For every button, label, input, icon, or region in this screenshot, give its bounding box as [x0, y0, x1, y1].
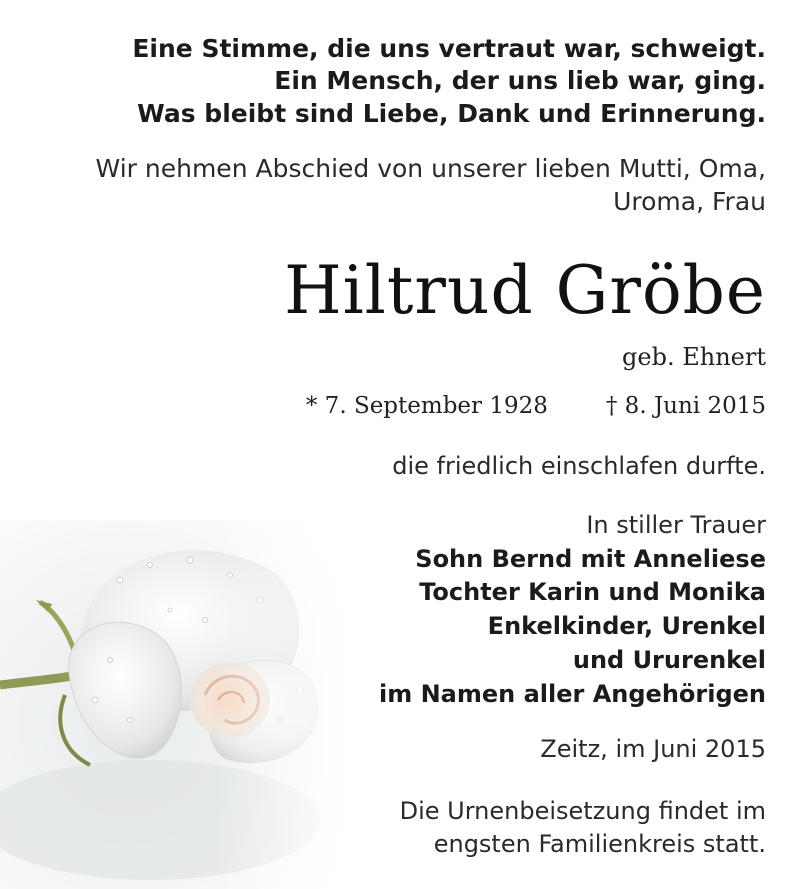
mourner-line: und Ururenkel [572, 646, 766, 674]
mourner-line: Sohn Bernd mit Anneliese [415, 545, 766, 573]
motto-line-1: Eine Stimme, die uns vertraut war, schweigt. [132, 34, 766, 63]
mourner-line: Enkelkinder, Urenkel [487, 612, 766, 640]
motto-line-3: Was bleibt sind Liebe, Dank und Erinnerung. [137, 99, 766, 128]
maiden-name: geb. Ehnert [622, 343, 766, 371]
intro-line-2: Uroma, Frau [613, 187, 766, 216]
intro-line-1: Wir nehmen Abschied von unserer lieben Mutti, Oma, [95, 154, 766, 183]
mourning-heading: In stiller Trauer [586, 511, 766, 539]
death-date: † 8. Juni 2015 [605, 393, 766, 419]
mourner-line: Tochter Karin und Monika [419, 578, 766, 606]
deceased-name: Hiltrud Gröbe [284, 252, 766, 329]
motto-line-2: Ein Mensch, der uns lieb war, ging. [274, 66, 766, 95]
birth-date: * 7. September 1928 [305, 393, 548, 419]
closing-phrase: die friedlich einschlafen durfte. [392, 452, 766, 480]
burial-note-line-2: engsten Familienkreis statt. [433, 830, 766, 858]
place-date: Zeitz, im Juni 2015 [540, 735, 766, 763]
mourner-line: im Namen aller Angehörigen [378, 680, 766, 708]
burial-note-line-1: Die Urnenbeisetzung findet im [399, 797, 766, 825]
life-dates [306, 393, 766, 419]
